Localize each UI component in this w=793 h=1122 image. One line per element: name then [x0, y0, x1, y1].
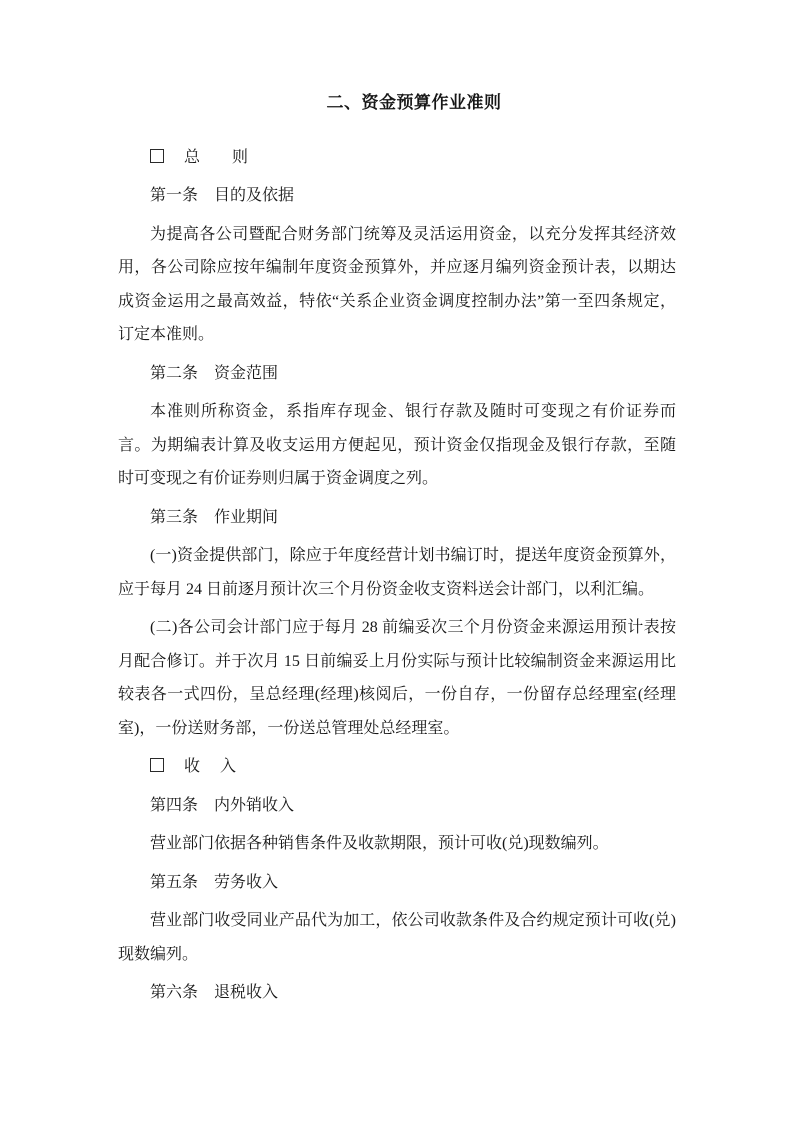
empty-checkbox-icon: [150, 758, 164, 772]
section-marker-word: 总: [184, 148, 201, 166]
empty-checkbox-icon: [150, 149, 164, 163]
article-heading-6: [118, 976, 676, 1010]
section-marker-word: 入: [220, 758, 237, 775]
article-number: 第三条: [150, 508, 199, 526]
article-number: 第五条: [150, 873, 199, 891]
section-marker-word: 收: [184, 758, 201, 775]
article-title: 目的及依据: [214, 187, 295, 204]
article-title: 劳务收入: [214, 873, 279, 891]
article-number: 第二条: [150, 364, 199, 382]
article-number: 第四条: [150, 796, 199, 814]
article-title: 退税收入: [214, 984, 279, 1001]
article-heading-4: [118, 789, 676, 823]
article-heading-5: [118, 866, 676, 900]
article-title: 资金范围: [214, 364, 279, 382]
paragraph: 营业部门依据各种销售条件及收款期限，预计可收(兑)现数编列。: [150, 835, 609, 852]
section-marker-general: [118, 141, 676, 175]
article-title: 作业期间: [214, 508, 279, 526]
article-number: 第六条: [150, 984, 199, 1001]
article-number: 第一条: [150, 187, 199, 204]
section-marker-word: 则: [232, 148, 249, 166]
paragraph: 本准则所称资金，系指库存现金、银行存款及随时可变现之有价证券而言。为期编表计算及收支运用方便起见，预计资金仅指现金及银行存款，至随时可变现之有价证券则归属于资金调度之列。: [118, 403, 676, 487]
paragraph: 营业部门收受同业产品代为加工，依公司收款条件及合约规定预计可收(兑)现数编列。: [118, 912, 676, 963]
paragraph: 为提高各公司暨配合财务部门统筹及灵活运用资金，以充分发挥其经济效用，各公司除应按年编制年度资金预算外，并应逐月编列资金预计表，以期达成资金运用之最高效益，特依“关系企业资金调度控制办法”第一至四条规定，订定本准则。: [118, 225, 676, 343]
article-heading-1: [118, 179, 676, 213]
paragraph: (二)各公司会计部门应于每月 28 前编妥次三个月份资金来源运用预计表按月配合修订。并于次月 15 日前编妥上月份实际与预计比较编制资金来源运用比较表各一式四份，呈总经理(经理)核阅后，一份自存，一份留存总经理室(经理室)，一份送财务部，一份送总管理处总经理室。: [118, 619, 676, 737]
article-title: 内外销收入: [214, 796, 295, 814]
doc-title: 二、资金预算作业准则: [326, 93, 502, 112]
paragraph: (一)资金提供部门，除应于年度经营计划书编订时，提送年度资金预算外，应于每月 24 日前逐月预计次三个月份资金收支资料送会计部门，以利汇编。: [118, 547, 676, 598]
article-heading-2: [118, 357, 676, 391]
article-heading-3: [118, 501, 676, 535]
section-marker-income: [118, 750, 676, 784]
